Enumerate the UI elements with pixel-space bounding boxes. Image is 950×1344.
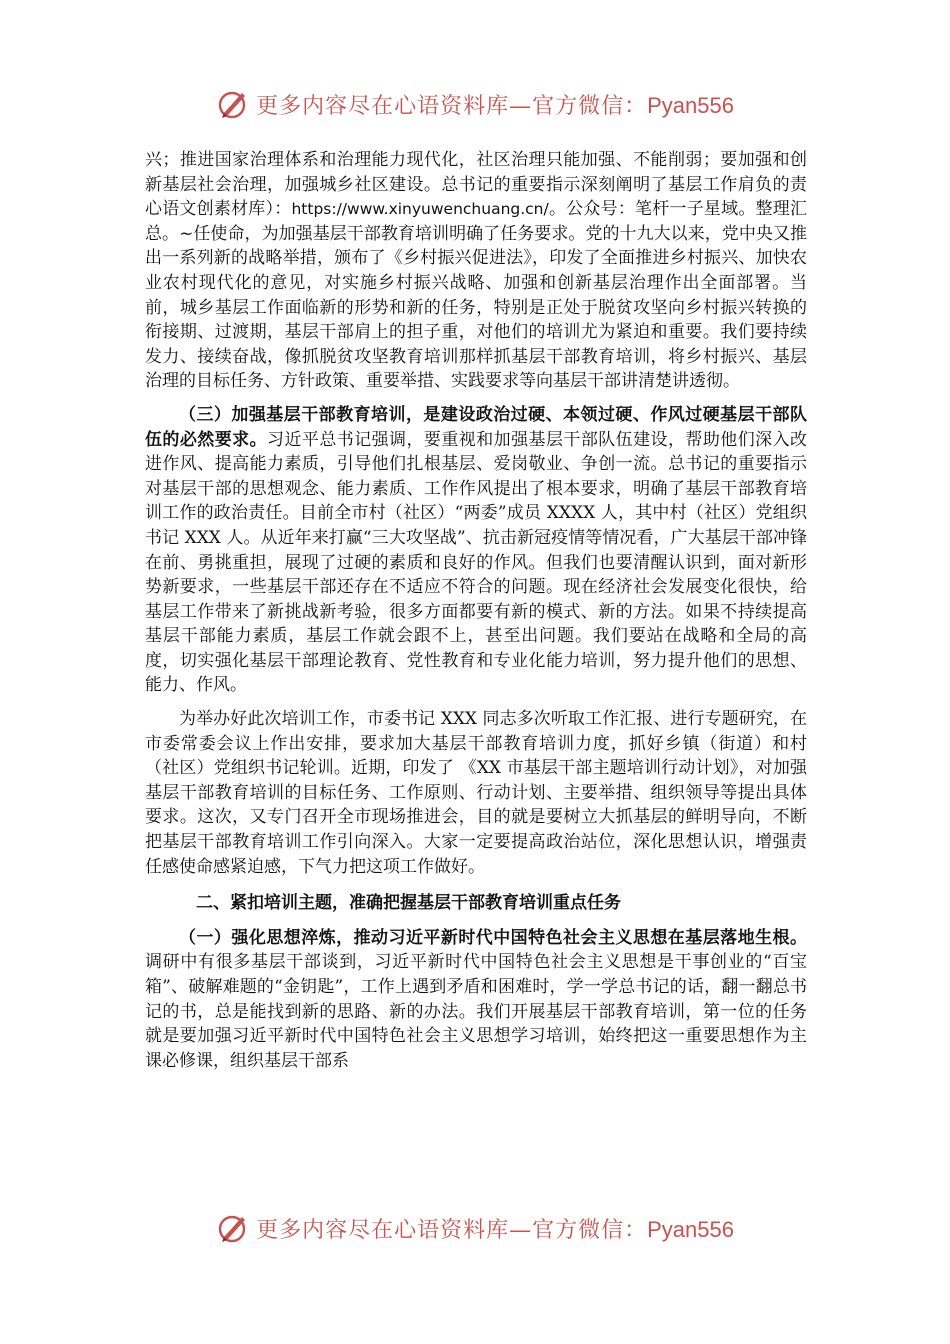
paragraph-1 bbox=[145, 148, 807, 394]
banner-text bbox=[256, 89, 734, 120]
wechat-id: Pyan556 bbox=[647, 1216, 734, 1242]
paragraph-1-text-a: 兴；推进国家治理体系和治理能力现代化，社区治理只能加强、不能削弱；要加强和创新基层社会治理，加强城乡社区建设。总书记的重要指示深刻阐明了基层工作肩负的责心语文创素材库）： bbox=[145, 150, 807, 220]
paragraph-1-text-b: 。公众号：笔杆一子星域。整理汇总。~任使命，为加强基层干部教育培训明确了任务要求。党的十九大以来，党中央又推出一系列新的战略举措，颁布了《乡村振兴促进法》，印发了全面推进乡村振兴、加快农业农村现代化的意见，对实施乡村振兴战略、加强和创新基层治理作出全面部署。当前，城乡基层工作面临新的形势和新的任务，特别是正处于脱贫攻坚向乡村振兴转换的衔接期、过渡期，基层干部肩上的担子重，对他们的培训尤为紧迫和重要。我们要持续发力、接续奋战，像抓脱贫攻坚教育培训那样抓基层干部教育培训，将乡村振兴、基层治理的目标任务、方针政策、重要举措、实践要求等向基层干部讲清楚讲透彻。 bbox=[145, 199, 808, 392]
banner-caption: 更多内容尽在心语资料库—官方微信： bbox=[256, 1217, 648, 1243]
source-url: https://www.xinyuwenchuang.cn/ bbox=[291, 200, 549, 219]
paragraph-4-text: 调研中有很多基层干部谈到，习近平新时代中国特色社会主义思想是干事创业的“百宝箱”、破解难题的“金钥匙”，工作上遇到矛盾和困难时，学一学总书记的话，翻一翻总书记的书，总是能找到新的思路、新的办法。我们开展基层干部教育培训，第一位的任务就是要加强习近平新时代中国特色社会主义思想学习培训，始终把这一重要思想作为主课必修课，组织基层干部系 bbox=[145, 952, 807, 1071]
pen-logo-icon bbox=[216, 1211, 250, 1245]
pen-logo-icon bbox=[216, 87, 250, 121]
paragraph-2-text: 习近平总书记强调，要重视和加强基层干部队伍建设，帮助他们深入改进作风、提高能力素质，引导他们扎根基层、爱岗敬业、争创一流。总书记的重要指示对基层干部的思想观念、能力素质、工作作风提出了根本要求，明确了基层干部教育培训工作的政治责任。目前全市村（社区）“两委”成员 XXXX 人，其中村（社区）党组织书记 XXX 人。从近年来打赢“三大攻坚战”、抗击新冠疫情等情况看，广大基层干部冲锋在前、勇挑重担，展现了过硬的素质和良好的作风。但我们也要清醒认识到，面对新形势新要求，一些基层干部还存在不适应不符合的问题。现在经济社会发展变化很快，给基层工作带来了新挑战新考验，很多方面都要有新的模式、新的方法。如果不持续提高基层干部能力素质，基层工作就会跟不上，甚至出问题。我们要站在战略和全局的高度，切实强化基层干部理论教育、党性教育和专业化能力培训，努力提升他们的思想、能力、作风。 bbox=[145, 429, 808, 696]
paragraph-4 bbox=[145, 926, 807, 1074]
document-body bbox=[145, 148, 807, 1082]
banner-text bbox=[256, 1213, 734, 1244]
footer-watermark-banner bbox=[0, 1208, 950, 1248]
paragraph-2-lead: （三）加强基层干部教育培训，是建设政治过硬、本领过硬、作风过硬基层干部队伍的必然要求。 bbox=[145, 404, 807, 450]
section-heading: 二、紧扣培训主题，准确把握基层干部教育培训重点任务 bbox=[196, 893, 621, 914]
paragraph-4-lead: （一）强化思想淬炼，推动习近平新时代中国特色社会主义思想在基层落地生根。 bbox=[179, 927, 807, 948]
header-watermark-banner bbox=[0, 84, 950, 124]
paragraph-2 bbox=[145, 403, 807, 698]
banner-caption: 更多内容尽在心语资料库—官方微信： bbox=[256, 93, 648, 119]
wechat-id: Pyan556 bbox=[647, 92, 734, 118]
paragraph-3: 为举办好此次培训工作，市委书记 XXX 同志多次听取工作汇报、进行专题研究，在市委常委会议上作出安排，要求加大基层干部教育培训力度，抓好乡镇（街道）和村（社区）党组织书记轮训。近期，印发了 《XX 市基层干部主题培训行动计划》，对加强基层干部教育培训的目标任务、工作原则、行动计划、主要举措、组织领导等提出具体要求。这次，又专门召开全市现场推进会，目的就是要树立大抓基层的鲜明导向，不断把基层干部教育培训工作引向深入。大家一定要提高政治站位，深化思想认识，增强责任感使命感紧迫感，下气力把这项工作做好。 bbox=[145, 709, 807, 877]
